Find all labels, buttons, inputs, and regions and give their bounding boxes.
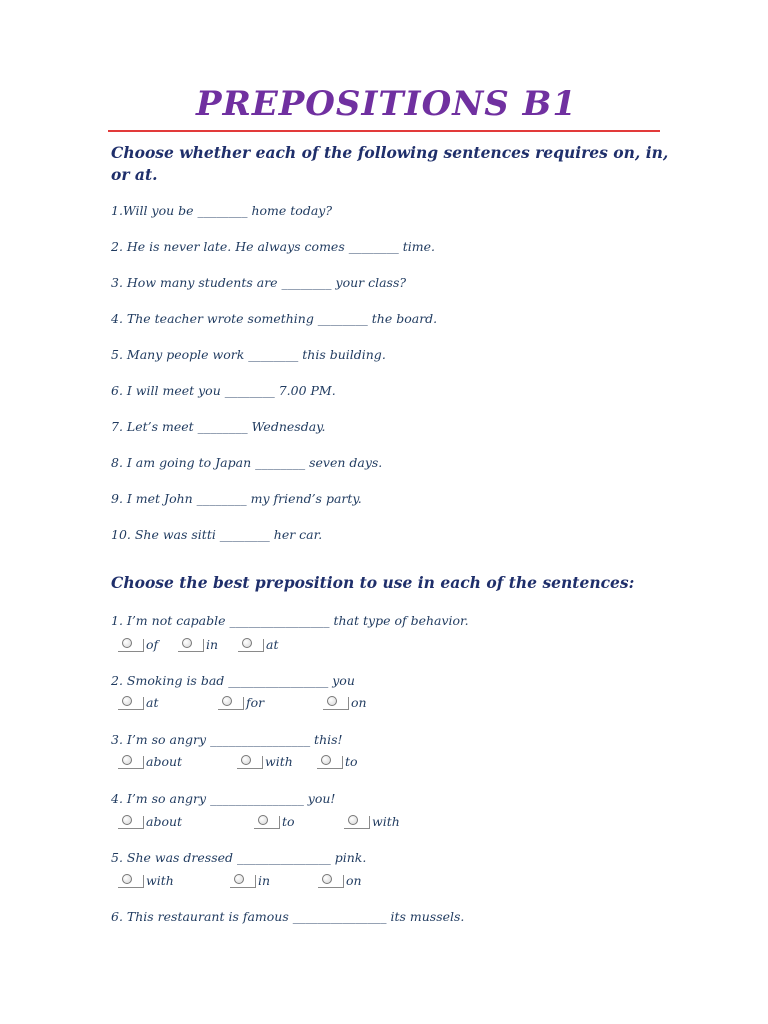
mc-option[interactable] [317,753,358,769]
mc-option[interactable] [218,694,264,710]
question-item: 10. She was sitti ________ her car. [111,527,323,542]
radio-button-icon[interactable] [234,874,244,884]
title-divider [108,130,660,132]
mc-question: 1. I’m not capable ________________ that type of behavior. [111,613,469,628]
radio-button-icon[interactable] [122,638,132,648]
mc-question: 2. Smoking is bad ________________ you [111,673,355,688]
mc-option-label: in [206,637,219,652]
mc-question: 6. This restaurant is famous _______________ its mussels. [111,909,465,924]
radio-box[interactable] [178,639,204,652]
radio-box[interactable] [118,756,144,769]
mc-option[interactable] [118,753,182,769]
radio-button-icon[interactable] [258,815,268,825]
question-item: 1.Will you be ________ home today? [111,203,333,218]
radio-box[interactable] [318,875,344,888]
mc-option-label: in [258,873,271,888]
radio-box[interactable] [323,697,349,710]
radio-button-icon[interactable] [222,696,232,706]
mc-option[interactable] [178,636,218,652]
radio-button-icon[interactable] [348,815,358,825]
mc-option[interactable] [318,872,362,888]
radio-box[interactable] [118,816,144,829]
radio-button-icon[interactable] [321,755,331,765]
question-item: 2. He is never late. He always comes ________ time. [111,239,435,254]
radio-button-icon[interactable] [241,755,251,765]
mc-option[interactable] [323,694,367,710]
radio-button-icon[interactable] [242,638,252,648]
mc-option[interactable] [237,753,293,769]
mc-option[interactable] [118,694,158,710]
question-item: 8. I am going to Japan ________ seven days. [111,455,383,470]
mc-option-label: about [146,754,183,769]
question-item: 4. The teacher wrote something ________ the board. [111,311,438,326]
mc-option-label: with [265,754,293,769]
radio-box[interactable] [238,639,264,652]
radio-button-icon[interactable] [122,874,132,884]
mc-option-label: of [146,637,159,652]
mc-option-label: with [146,873,174,888]
mc-option[interactable] [344,813,400,829]
mc-option-label: at [146,695,159,710]
radio-button-icon[interactable] [322,874,332,884]
page-title: PREPOSITIONS B1 [196,84,578,124]
mc-option-label: with [372,814,400,829]
mc-option[interactable] [230,872,270,888]
mc-option[interactable] [118,872,174,888]
section1-heading: Choose whether each of the following sentences requires on, in, or at. [111,143,669,184]
radio-box[interactable] [237,756,263,769]
radio-box[interactable] [118,697,144,710]
question-item: 5. Many people work ________ this building. [111,347,386,362]
question-item: 6. I will meet you ________ 7.00 PM. [111,383,336,398]
question-item: 9. I met John ________ my friend’s party. [111,491,362,506]
question-item: 3. How many students are ________ your class? [111,275,407,290]
mc-option[interactable] [118,813,182,829]
radio-box[interactable] [317,756,343,769]
radio-box[interactable] [218,697,244,710]
mc-option-label: to [282,814,295,829]
radio-button-icon[interactable] [182,638,192,648]
radio-box[interactable] [254,816,280,829]
mc-option-label: on [351,695,367,710]
mc-option[interactable] [118,636,158,652]
mc-option-label: for [246,695,265,710]
mc-question: 5. She was dressed _______________ pink. [111,850,367,865]
radio-box[interactable] [118,875,144,888]
radio-box[interactable] [230,875,256,888]
mc-option[interactable] [254,813,295,829]
radio-box[interactable] [118,639,144,652]
radio-button-icon[interactable] [327,696,337,706]
section2-heading: Choose the best preposition to use in each of the sentences: [111,573,635,592]
question-item: 7. Let’s meet ________ Wednesday. [111,419,326,434]
radio-box[interactable] [344,816,370,829]
radio-button-icon[interactable] [122,815,132,825]
mc-question: 3. I’m so angry ________________ this! [111,732,343,747]
radio-button-icon[interactable] [122,755,132,765]
mc-option-label: at [266,637,279,652]
mc-option-label: about [146,814,183,829]
mc-option-label: on [346,873,362,888]
radio-button-icon[interactable] [122,696,132,706]
mc-option-label: to [345,754,358,769]
mc-option[interactable] [238,636,278,652]
mc-question: 4. I’m so angry _______________ you! [111,791,336,806]
